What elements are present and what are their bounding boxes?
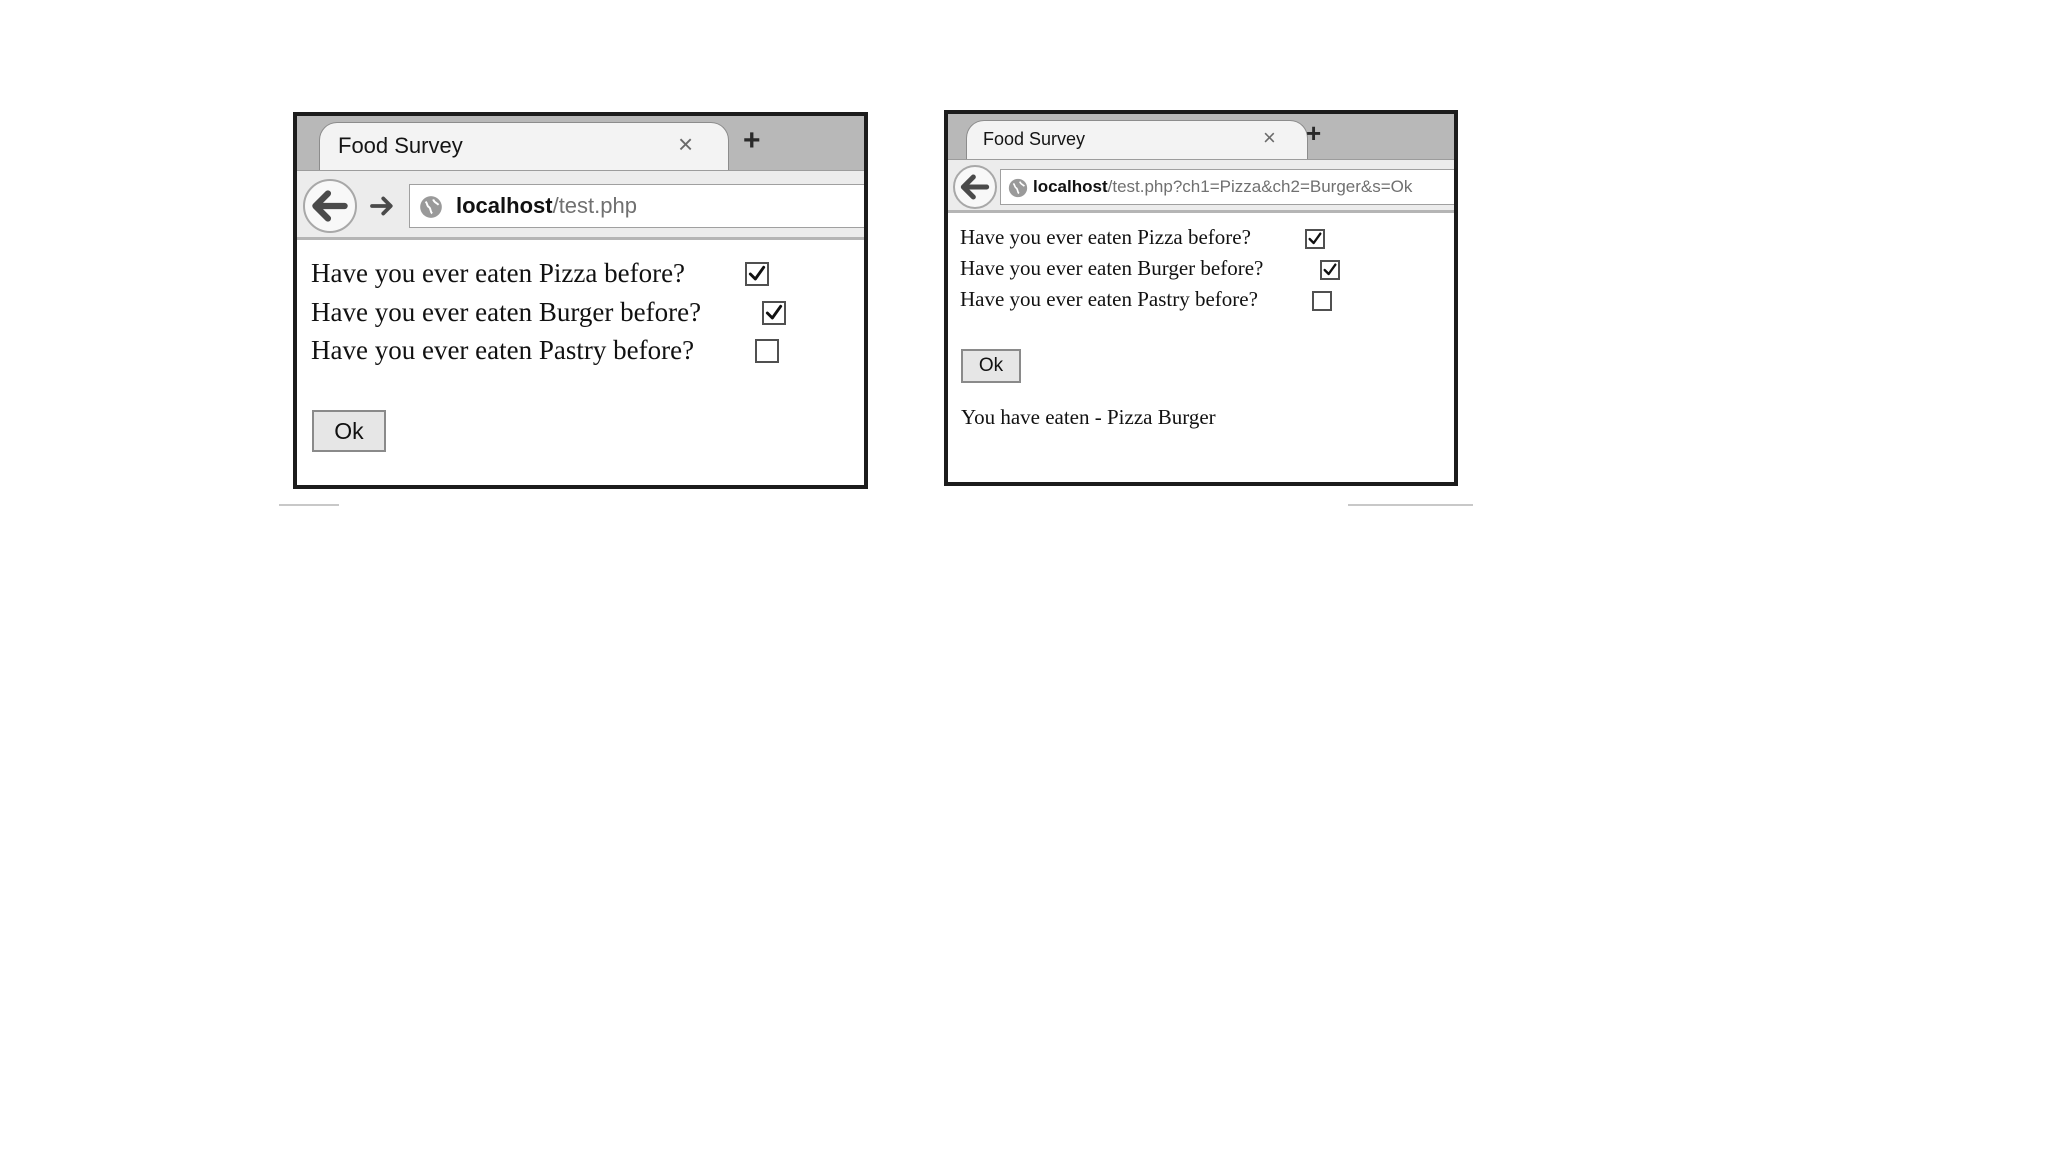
checkbox-pastry[interactable] <box>1312 291 1332 311</box>
globe-icon <box>1007 177 1029 199</box>
question-pizza: Have you ever eaten Pizza before? <box>960 225 1251 249</box>
url-path: /test.php?ch1=Pizza&ch2=Burger&s=Ok <box>1107 177 1413 196</box>
question-pizza: Have you ever eaten Pizza before? <box>311 258 686 288</box>
close-icon[interactable]: × <box>678 129 694 159</box>
url-path: /test.php <box>552 193 637 218</box>
plus-icon[interactable]: + <box>1306 118 1322 148</box>
checkmark-icon <box>1307 231 1323 247</box>
tab-strip <box>948 114 1454 159</box>
forward-button[interactable] <box>367 191 397 221</box>
divider-line <box>279 504 339 506</box>
checkmark-icon <box>764 303 784 323</box>
divider-line <box>1348 504 1473 506</box>
tab-food-survey[interactable] <box>319 122 729 170</box>
result-text: You have eaten - Pizza Burger <box>961 405 1216 429</box>
browser-window-left <box>293 112 868 489</box>
tab-food-survey[interactable] <box>966 120 1308 159</box>
tab-title: Food Survey <box>983 129 1086 149</box>
question-pastry: Have you ever eaten Pastry before? <box>960 287 1258 311</box>
back-button[interactable] <box>303 179 357 233</box>
checkbox-burger[interactable] <box>762 301 786 325</box>
address-bar[interactable] <box>1000 169 1458 205</box>
question-burger: Have you ever eaten Burger before? <box>311 297 702 327</box>
address-bar[interactable] <box>409 184 868 228</box>
back-arrow-icon <box>305 181 355 231</box>
globe-icon <box>418 194 444 220</box>
question-burger: Have you ever eaten Burger before? <box>960 256 1264 280</box>
url-host: localhost <box>1033 177 1108 196</box>
page-content <box>948 213 1454 482</box>
forward-arrow-icon <box>367 191 397 221</box>
checkbox-burger[interactable] <box>1320 260 1340 280</box>
plus-icon[interactable]: + <box>743 124 761 157</box>
checkmark-icon <box>747 264 767 284</box>
back-arrow-icon <box>955 167 995 207</box>
navigation-toolbar <box>948 159 1454 213</box>
navigation-toolbar <box>297 170 864 240</box>
page-content <box>297 240 864 485</box>
close-icon[interactable]: × <box>1263 125 1276 150</box>
tab-title: Food Survey <box>338 133 463 158</box>
ok-button[interactable]: Ok <box>312 410 386 452</box>
browser-window-right <box>944 110 1458 486</box>
url-host: localhost <box>456 193 553 218</box>
tab-strip <box>297 116 864 170</box>
checkmark-icon <box>1322 262 1338 278</box>
question-pastry: Have you ever eaten Pastry before? <box>311 335 695 365</box>
back-button[interactable] <box>953 165 997 209</box>
ok-button[interactable]: Ok <box>961 349 1021 383</box>
checkbox-pastry[interactable] <box>755 339 779 363</box>
checkbox-pizza[interactable] <box>1305 229 1325 249</box>
checkbox-pizza[interactable] <box>745 262 769 286</box>
